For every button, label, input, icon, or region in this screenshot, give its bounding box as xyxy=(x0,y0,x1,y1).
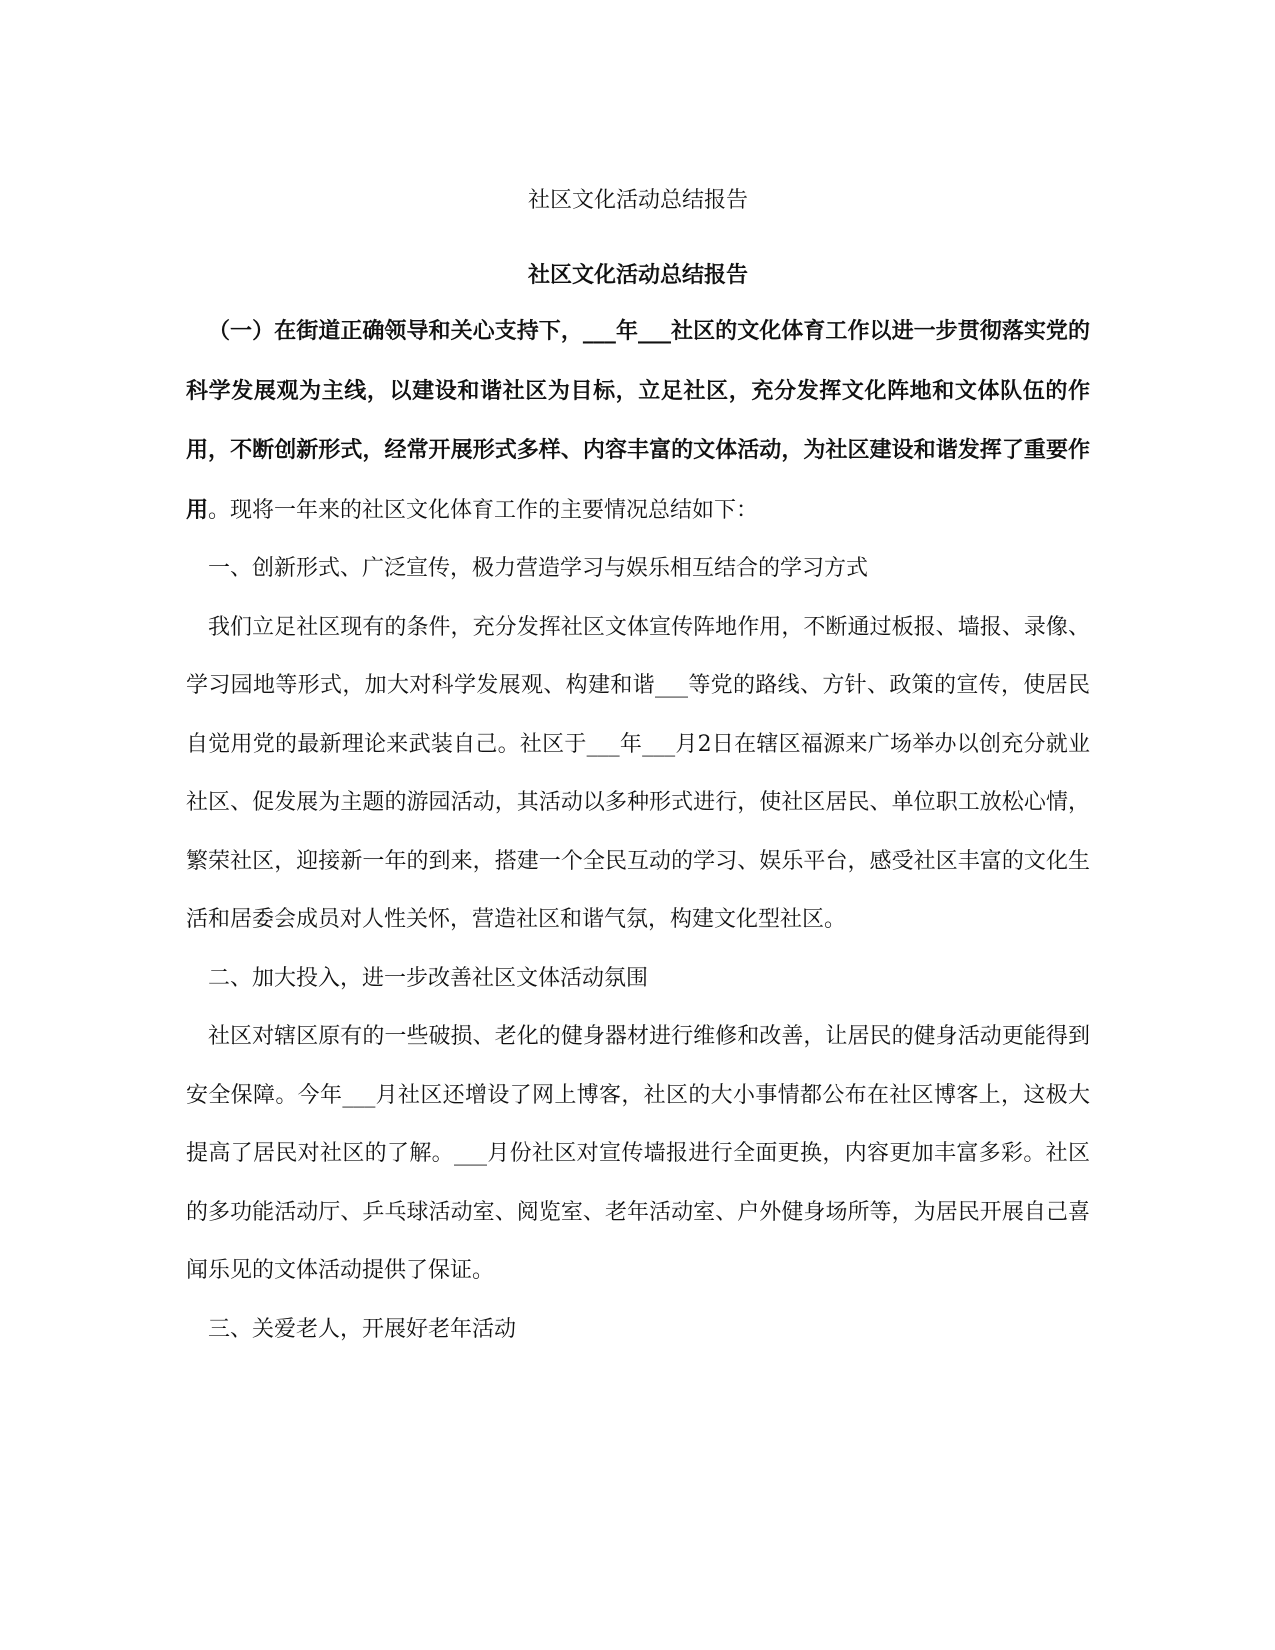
intro-bold-text: （一）在街道正确领导和关心支持下，___年___社区的文化体育工作以进一步贯彻落实党的科学发展观为主线，以建设和谐社区为目标，立足社区，充分发挥文化阵地和文体队伍的作用，不断创新形式，经常开展形式多样、内容丰富的文体活动，为社区建设和谐发挥了重要作用 xyxy=(186,318,1090,523)
intro-rest-text: 。现将一年来的社区文化体育工作的主要情况总结如下： xyxy=(208,497,759,523)
document-subtitle: 社区文化活动总结报告 xyxy=(527,262,748,288)
section-2-body: 社区对辖区原有的一些破损、老化的健身器材进行维修和改善，让居民的健身活动更能得到安全保障。今年___月社区还增设了网上博客，社区的大小事情都公布在社区博客上，这极大提高了居民对社区的了解。___月份社区对宣传墙报进行全面更换，内容更加丰富多彩。社区的多功能活动厅、乒乓球活动室、阅览室、老年活动室、户外健身场所等，为居民开展自己喜闻乐见的文体活动提供了保证。 xyxy=(186,1024,1090,1283)
section-2-heading: 二、加大投入，进一步改善社区文体活动氛围 xyxy=(208,965,649,991)
section-1-body: 我们立足社区现有的条件，充分发挥社区文体宣传阵地作用，不断通过板报、墙报、录像、学习园地等形式，加大对科学发展观、构建和谐___等党的路线、方针、政策的宣传，使居民自觉用党的最新理论来武装自己。社区于___年___月2日在辖区福源来广场举办以创充分就业社区、促发展为主题的游园活动，其活动以多种形式进行，使社区居民、单位职工放松心情，繁荣社区，迎接新一年的到来，搭建一个全民互动的学习、娱乐平台，感受社区丰富的文化生活和居委会成员对人性关怀，营造社区和谐气氛，构建文化型社区。 xyxy=(186,614,1090,932)
section-3-heading: 三、关爱老人，开展好老年活动 xyxy=(208,1316,517,1342)
document-body xyxy=(186,186,1090,1359)
intro-paragraph xyxy=(186,302,1090,540)
section-1-heading: 一、创新形式、广泛宣传，极力营造学习与娱乐相互结合的学习方式 xyxy=(208,556,869,581)
document-title: 社区文化活动总结报告 xyxy=(527,188,748,213)
